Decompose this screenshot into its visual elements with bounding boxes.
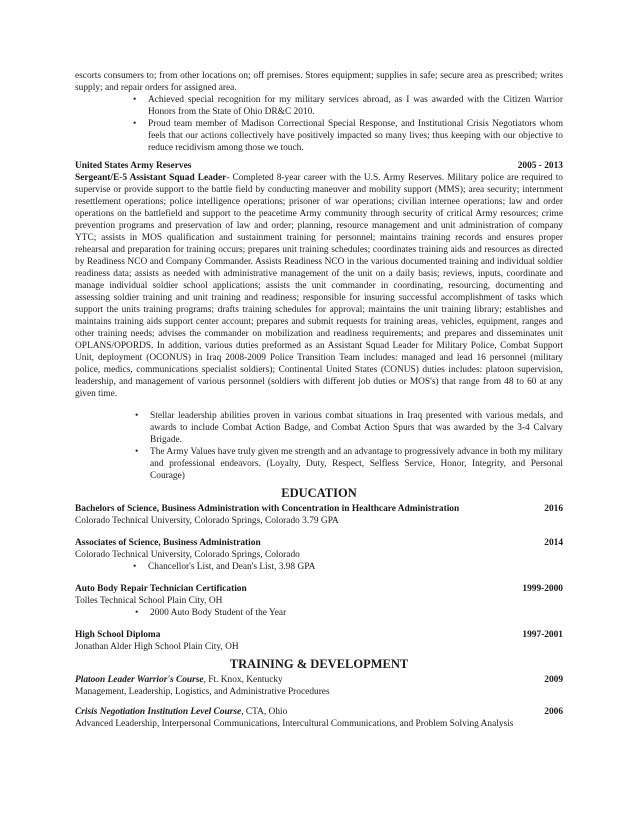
- bullet-icon: •: [133, 119, 137, 129]
- course-year: 2009: [544, 675, 563, 685]
- degree-title: Bachelors of Science, Business Administration with Concentration in Healthcare Administration: [75, 504, 460, 514]
- army-header: [75, 160, 563, 172]
- training-entry: [75, 706, 563, 730]
- course-location: , CTA, Ohio: [241, 707, 288, 717]
- school-name: Colorado Technical University, Colorado Springs, Colorado 3.79 GPA: [75, 516, 339, 526]
- army-description: Sergeant/E-5 Assistant Squad Leader- Completed 8-year career with the U.S. Army Reserves. Military police are required to supervise or provide support to the battle field by conducting maneuver and mobility support (MMS); area security; internment resettlement operations; police intelligence operations; prisoner of war operations; civilian internee operations; law and order operations on the battlefield and support to the peacetime Army community through security of critical Army resources; crime prevention programs and preservation of law and order; planning, resource management and unit administration of company YTC; assists in MOS qualification and sustainment training for personnel; maintains training records and ensures proper rehearsal and preparation for training occurs; prepares unit training schedules; coordinates training aids and resources as directed by Readiness NCO and Company Commander. Assists Readiness NCO in the various documented training and individual soldier readiness data; assists as needed with administrative management of the unit on a daily basis; reviews, inputs, coordinate and manage individual soldier school applications; assists the unit commander in coordinating, resourcing, documenting and assessing soldier training and unit training and readiness; responsible for insuring successful accomplishment of tasks which support the units training programs; drafts training schedules for approval; maintains the unit training library; establishes and maintains training aids support center account; prepares and submit requests for training areas, vehicles, equipment, ranges and other training needs; advises the commander on mobilization and readiness requirements; and prepares and disseminates unit OPLANS/OPORDS. In addition, various duties preformed as an Assistant Squad Leader for Military Police, Combat Support Unit, deployment (OCONUS) in Iraq 2008-2009 Police Transition Team includes: managed and lead 16 personnel (military police, medics, communications specialist soldiers); Continental United States (CONUS) duties includes: platoon supervision, leadership, and management of various personnel (soldiers with different job duties or MOS's) that range from 48 to 60 at any given time.: [75, 173, 563, 399]
- education-entry: [75, 537, 563, 573]
- education-heading: EDUCATION: [281, 486, 357, 500]
- course-detail: Management, Leadership, Logistics, and Administrative Procedures: [75, 687, 330, 697]
- degree-title: High School Diploma: [75, 630, 161, 640]
- school-name: Jonathan Alder High School Plain City, OH: [75, 642, 239, 652]
- bullet-icon: •: [133, 562, 137, 572]
- school-name: Colorado Technical University, Colorado Springs, Colorado: [75, 550, 300, 560]
- degree-year: 1997-2001: [522, 630, 563, 640]
- bullet-icon: •: [135, 447, 139, 457]
- army-title: Sergeant/E-5 Assistant Squad Leader: [75, 173, 227, 183]
- bullet-icon: •: [135, 608, 139, 618]
- school-name: Tolles Technical School Plain City, OH: [75, 596, 223, 606]
- list-item: • Stellar leadership abilities proven in various combat situations in Iraq presented with various medals, and awards to include Combat Action Badge, and Combat Action Spurs that was awarded by the 3-4 Calvary Brigade.: [135, 411, 563, 445]
- bullet-icon: •: [133, 95, 137, 105]
- degree-title: Associates of Science, Business Administration: [75, 538, 261, 548]
- course-location: , Ft. Knox, Kentucky: [203, 675, 283, 685]
- army-bullet-list: [75, 410, 563, 482]
- education-entry: [75, 583, 563, 619]
- degree-year: 2016: [544, 504, 563, 514]
- list-item: • The Army Values have truly given me strength and an advantage to progressively advance in both my military and professional endeavors. (Loyalty, Duty, Respect, Selfless Service, Honor, Integrity, and Personal Courage): [135, 447, 563, 481]
- degree-title: Auto Body Repair Technician Certification: [75, 584, 247, 594]
- training-entry: [75, 674, 563, 698]
- resume-page: [75, 70, 563, 730]
- degree-year: 1999-2000: [522, 584, 563, 594]
- course-year: 2006: [544, 707, 563, 717]
- list-item: • 2000 Auto Body Student of the Year: [135, 608, 287, 618]
- course-detail: Advanced Leadership, Interpersonal Communications, Intercultural Communications, and Problem Solving Analysis: [75, 719, 514, 729]
- intro-paragraph: escorts consumers to; from other locations on; off premises. Stores equipment; supplies in safe; secure area as prescribed; writes supply; and repair orders for assigned area.: [75, 71, 563, 93]
- training-heading: TRAINING & DEVELOPMENT: [229, 657, 409, 671]
- course-title: Platoon Leader Warrior's Course: [75, 675, 204, 685]
- army-org: United States Army Reserves: [75, 161, 192, 171]
- intro-bullet-list: [75, 94, 563, 154]
- education-entry: [75, 629, 563, 653]
- list-item: • Achieved special recognition for my military services abroad, as I was awarded with the Citizen Warrior Honors from the State of Ohio DR&C 2010.: [133, 95, 563, 117]
- list-item: • Proud team member of Madison Correctional Special Response, and Institutional Crisis Negotiators whom feels that our actions collectively have positively impacted so many lives; thus keeping with our objective to reduce recidivism among those we touch.: [133, 119, 563, 153]
- bullet-icon: •: [135, 411, 139, 421]
- course-title: Crisis Negotiation Institution Level Course: [75, 707, 242, 717]
- list-item: • Chancellor's List, and Dean's List, 3.98 GPA: [133, 562, 316, 572]
- army-years: 2005 - 2013: [517, 161, 563, 171]
- degree-year: 2014: [544, 538, 563, 548]
- education-entry: [75, 503, 563, 527]
